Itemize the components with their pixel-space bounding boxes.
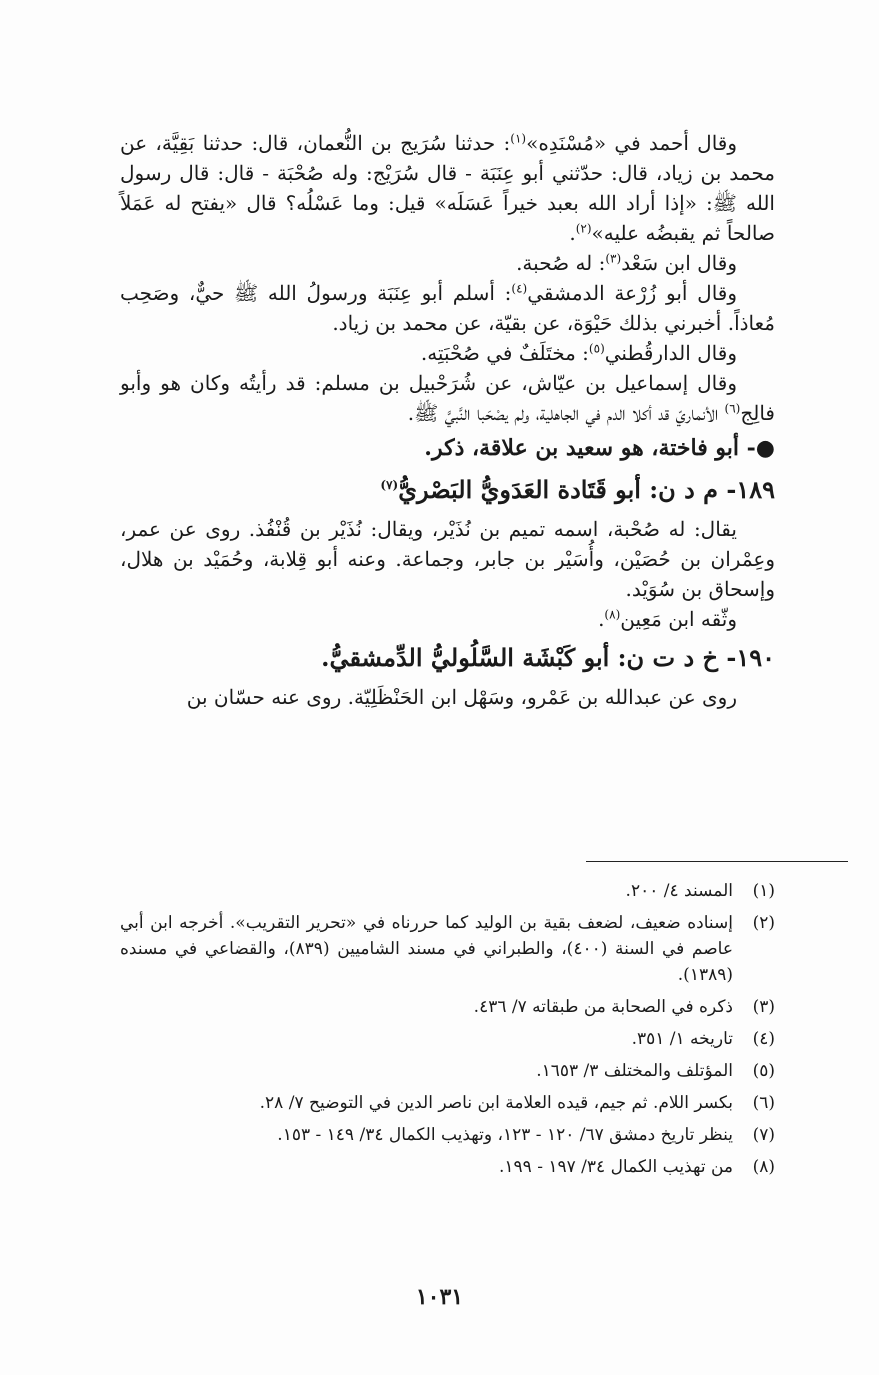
footnote-ref-1[interactable]: (١) [510, 131, 527, 146]
footnotes [120, 878, 775, 1186]
paragraph-entry-190: روى عن عبدالله بن عَمْرو، وسَهْل ابن الحَنْظَلِيّة. روى عنه حسّان بن [186, 685, 737, 709]
footnote [120, 1058, 775, 1084]
paragraph-abu-zura: وقال أبو زُرْعة الدمشقي$^{(٤)}$: أسلم أبو عِنَبَة ورسولُ الله ﷺ حيٌّ، وصَحِب مُعاذاً. أخبرني بذلك حَيْوَة، عن بقيّة، عن محمد بن زياد. [120, 281, 775, 335]
footnote-text: المؤتلف والمختلف ٣/ ١٦٥٣. [536, 1061, 733, 1081]
paragraph-entry-189: يقال: له صُحْبة، اسمه تميم بن نُذَيْر، ويقال: نُذَيْر بن قُنْفُذ. روى عن عمر، وعِمْران بن حُصَيْن، وأُسَيْر بن جابر، وجماعة. وعنه أبو قِلابة، وحُمَيْد بن هلال، وإسحاق بن سُوَيْد. [120, 517, 775, 601]
footnote [120, 910, 775, 988]
footnote-number: (٤) [752, 1029, 775, 1049]
footnote-ref-6[interactable]: (٦) [724, 401, 741, 416]
footnote-text: ينظر تاريخ دمشق ٦٧/ ١٢٠ - ١٢٣، وتهذيب الكمال ٣٤/ ١٤٩ - ١٥٣. [277, 1125, 733, 1145]
paragraph-ismail: وقال إسماعيل بن عيّاش، عن شُرَحْبيل بن مسلم: قد رأيتُه وكان هو وأبو فالِج$^{(٦)}$ الأنماريّ قد أكلا الدم في الجاهلية، ولم يصْحَبا النَّبيَّ ﷺ. [120, 371, 775, 425]
footnote-text: إسناده ضعيف، لضعف بقية بن الوليد كما حررناه في «تحرير التقريب». أخرجه ابن أبي عاصم في السنة (٤٠٠)، والطبراني في مسند الشاميين (٨٣٩)، والقضاعي في مسنده (١٣٨٩). [120, 913, 733, 985]
footnote [120, 994, 775, 1020]
footnote [120, 1090, 775, 1116]
footnote [120, 1122, 775, 1148]
paragraph-daraqutni: وقال الدارقُطني$^{(٥)}$: مختَلَفٌ في صُحْبَتِه. [420, 341, 737, 365]
footnote-text: المسند ٤/ ٢٠٠. [625, 881, 733, 901]
footnote-number: (٧) [752, 1125, 775, 1145]
paragraph-ahmad: وقال أحمد في «مُسْنَدِه»$^{(١)}$: حدثنا سُرَيج بن النُّعمان، قال: حدثنا بَقِيَّة، عن محمد بن زياد، قال: حدّثني أبو عِنَبَة - قال سُرَيْج: وله صُحْبَة - قال: قال رسول الله ﷺ: «إذا أراد الله بعبد خيراً عَسَلَه» قيل: وما عَسْلُه؟ قال «يفتح له عَمَلاً صالحاً ثم يقبضُه عليه»$^{(٢)}$. [120, 131, 775, 245]
footnote-text: بكسر اللام. ثم جيم، قيده العلامة ابن ناصر الدين في التوضيح ٧/ ٢٨. [259, 1093, 733, 1113]
footnote-text: ذكره في الصحابة من طبقاته ٧/ ٤٣٦. [473, 997, 733, 1017]
footnote-ref-4[interactable]: (٤) [511, 281, 528, 296]
footnote-ref-3[interactable]: (٣) [605, 251, 622, 266]
entry-heading-189: ١٨٩- م د ن: أبو قَتَادة العَدَويُّ البَصْريُّ$^{(٧)}$ [380, 475, 775, 504]
footnote-text: تاريخه ١/ ٣٥١. [631, 1029, 733, 1049]
footnote-ref-2[interactable]: (٢) [575, 221, 592, 236]
paragraph-ibn-sad: وقال ابن سَعْد$^{(٣)}$: له صُحبة. [516, 251, 737, 275]
footnote [120, 878, 775, 904]
footnote-number: (٢) [752, 913, 775, 933]
footnote-number: (٣) [752, 997, 775, 1017]
footnote [120, 1026, 775, 1052]
footnote-text: من تهذيب الكمال ٣٤/ ١٩٧ - ١٩٩. [498, 1157, 733, 1177]
page-number: ١٠٣١ [415, 1284, 464, 1310]
entry-heading-abu-fakhita: ●- أبو فاختة، هو سعيد بن علاقة، ذكر. [424, 435, 775, 461]
footnote-number: (٨) [752, 1157, 775, 1177]
footnote-ref-7[interactable]: (٧) [380, 478, 399, 492]
main-text [120, 128, 775, 712]
footnote-ref-8[interactable]: (٨) [604, 607, 621, 622]
entry-heading-190: ١٩٠- خ د ت ن: أبو كَبْشَة السَّلُوليُّ الدِّمشقيُّ. [321, 643, 775, 672]
footnote [120, 1154, 775, 1180]
footnote-divider [586, 861, 848, 862]
paragraph-ibn-main: وثّقه ابن مَعِين$^{(٨)}$. [598, 607, 737, 631]
footnote-number: (١) [752, 881, 775, 901]
footnote-ref-5[interactable]: (٥) [588, 341, 605, 356]
footnote-number: (٥) [752, 1061, 775, 1081]
footnote-number: (٦) [752, 1093, 775, 1113]
